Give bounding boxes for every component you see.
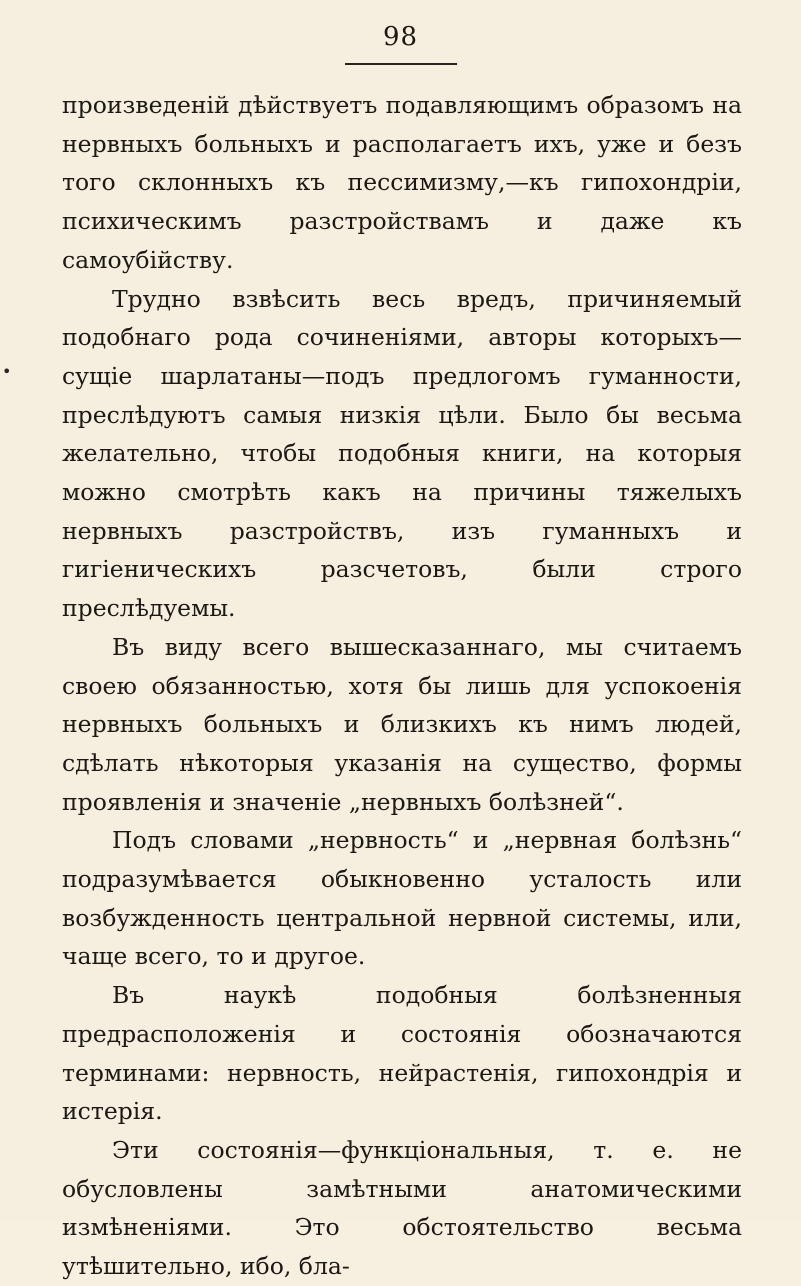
paragraph-1: произведеній дѣйствуетъ подавляющимъ образомъ на нервныхъ больныхъ и располагаетъ ихъ, уже и безъ того склонныхъ къ пессимизму,—къ гипохондріи, психическимъ разстройствамъ и даже къ самоубійству.	[62, 91, 742, 274]
paragraph-4: Подъ словами „нервность“ и „нервная болѣзнь“ подразумѣвается обыкновенно усталость или возбужденность центральной нервной системы, или, чаще всего, то и другое.	[62, 826, 742, 971]
paragraph-3: Въ виду всего вышесказаннаго, мы считаемъ своею обязанностью, хотя бы лишь для успокоенія нервныхъ больныхъ и близкихъ къ нимъ людей, сдѣлать нѣкоторыя указанія на существо, формы проявленія и значеніе „нервныхъ болѣзней“.	[62, 632, 742, 816]
body-text	[62, 86, 742, 1286]
page-number: 98	[382, 22, 419, 52]
margin-mark: •	[2, 362, 12, 381]
paragraph-2: Трудно взвѣсить весь вредъ, причиняемый подобнаго рода сочиненіями, авторы которыхъ—сущіе шарлатаны—подъ предлогомъ гуманности, преслѣдуютъ самыя низкія цѣли. Было бы весьма желательно, чтобы подобныя книги, на которыя можно смотрѣть какъ на причины тяжелыхъ нервныхъ разстройствъ, изъ гуманныхъ и гигіеническихъ разсчетовъ, были строго преслѣдуемы.	[62, 284, 742, 623]
header-rule	[345, 63, 457, 65]
paragraph-6: Эти состоянія—функціональныя, т. е. не обусловлены замѣтными анатомическими измѣненіями. Это обстоятельство весьма утѣшительно, ибо, бла-	[62, 1135, 742, 1281]
paragraph-5: Въ наукѣ подобныя болѣзненныя предрасположенія и состоянія обозначаются терминами: нервность, нейрастенія, гипохондрія и истерія.	[62, 981, 742, 1126]
